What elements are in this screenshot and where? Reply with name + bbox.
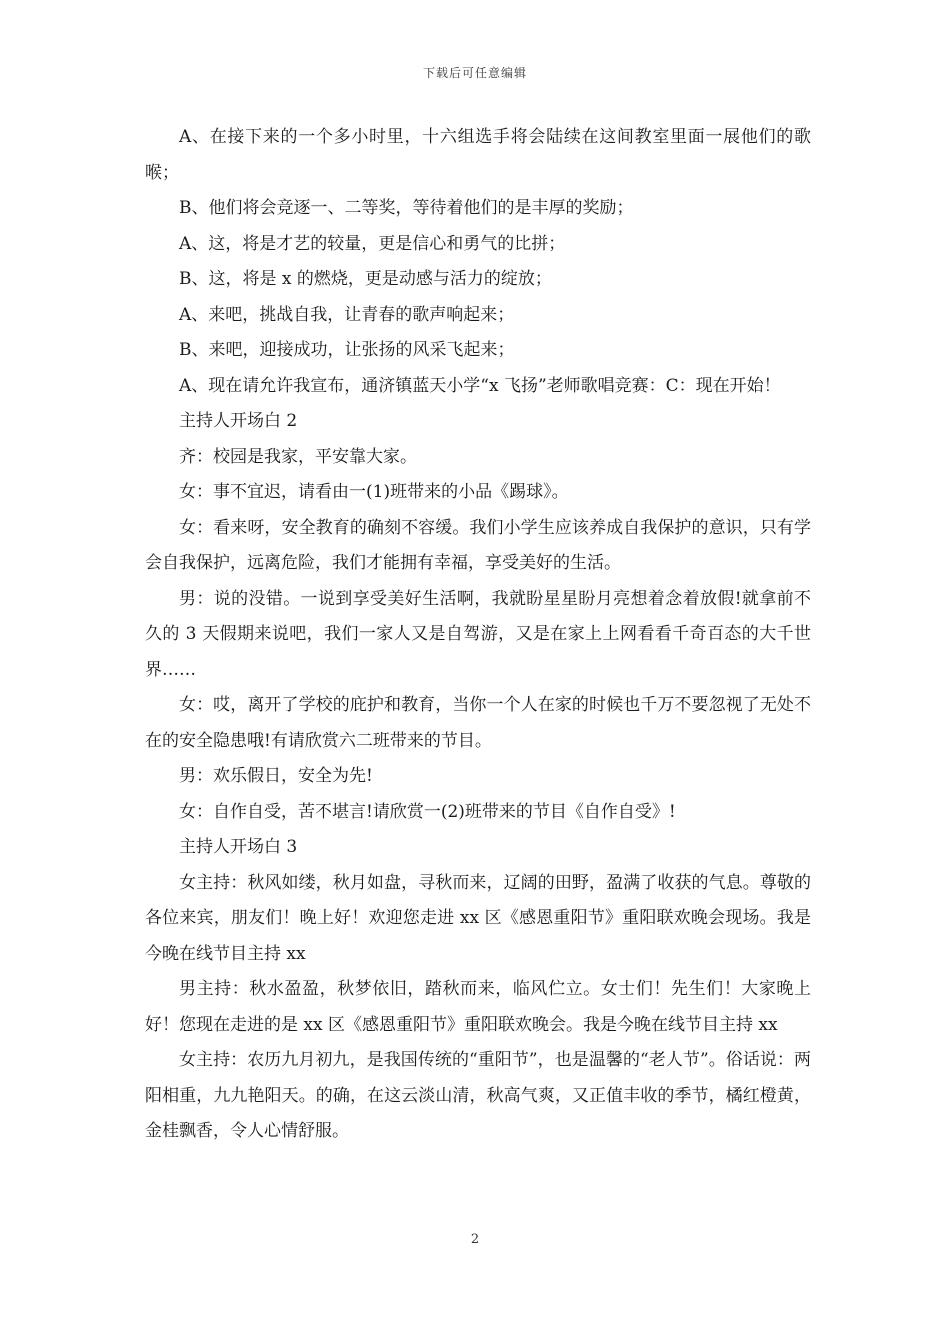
paragraph: 女：事不宜迟，请看由一(1)班带来的小品《踢球》。 bbox=[179, 482, 569, 502]
paragraph: A、这，将是才艺的较量，更是信心和勇气的比拼； bbox=[179, 233, 566, 254]
paragraph: 男：欢乐假日，安全为先! bbox=[179, 766, 373, 786]
page-number: 2 bbox=[470, 1232, 480, 1247]
paragraph: A、现在请允许我宣布，通济镇蓝天小学“x 飞扬”老师歌唱竞赛：C：现在开始！ bbox=[179, 375, 781, 396]
paragraph: 女：哎，离开了学校的庇护和教育，当你一个人在家的时候也千万不要忽视了无处不在的安全隐患哦!有请欣赏六二班带来的节目。 bbox=[145, 695, 811, 751]
paragraph: B、他们将会竞逐一、二等奖，等待着他们的是丰厚的奖励； bbox=[179, 198, 634, 218]
paragraph: B、这，将是 x 的燃烧，更是动感与活力的绽放； bbox=[179, 269, 552, 289]
paragraph: 女：自作自受，苦不堪言!请欣赏一(2)班带来的节目《自作自受》! bbox=[179, 801, 676, 822]
paragraph: 女：看来呀，安全教育的确刻不容缓。我们小学生应该养成自我保护的意识，只有学会自我保护，远离危险，我们才能拥有幸福，享受美好的生活。 bbox=[145, 517, 811, 573]
section-heading: 主持人开场白 2 bbox=[179, 411, 298, 431]
paragraph: A、来吧，挑战自我，让青春的歌声响起来； bbox=[179, 304, 515, 325]
paragraph: A、在接下来的一个多小时里，十六组选手将会陆续在这间教室里面一展他们的歌喉； bbox=[145, 127, 811, 183]
section-heading: 主持人开场白 3 bbox=[179, 837, 298, 857]
document-body bbox=[145, 120, 811, 1150]
paragraph: B、来吧，迎接成功，让张扬的风采飞起来； bbox=[179, 340, 515, 360]
paragraph: 男：说的没错。一说到享受美好生活啊，我就盼星星盼月亮想着念着放假!就拿前不久的 3 天假期来说吧，我们一家人又是自驾游，又是在家上上网看看千奇百态的大千世界…… bbox=[145, 588, 811, 680]
paragraph: 女主持：秋风如缕，秋月如盘，寻秋而来，辽阔的田野，盈满了收获的气息。尊敬的各位来宾，朋友们！晚上好！欢迎您走进 xx 区《感恩重阳节》重阳联欢晚会现场。我是今晚在线节目主持 xx bbox=[145, 872, 811, 964]
paragraph: 齐：校园是我家，平安靠大家。 bbox=[179, 446, 417, 467]
page-header-note: 下载后可任意编辑 bbox=[422, 66, 527, 80]
paragraph: 女主持：农历九月初九，是我国传统的“重阳节”，也是温馨的“老人节”。俗话说：两阳相重，九九艳阳天。的确，在这云淡山清，秋高气爽，又正值丰收的季节，橘红橙黄，金桂飘香，令人心情舒服。 bbox=[145, 1050, 811, 1141]
paragraph: 男主持：秋水盈盈，秋梦依旧，踏秋而来，临风伫立。女士们！先生们！大家晚上好！您现在走进的是 xx 区《感恩重阳节》重阳联欢晚会。我是今晚在线节目主持 xx bbox=[145, 979, 811, 1035]
